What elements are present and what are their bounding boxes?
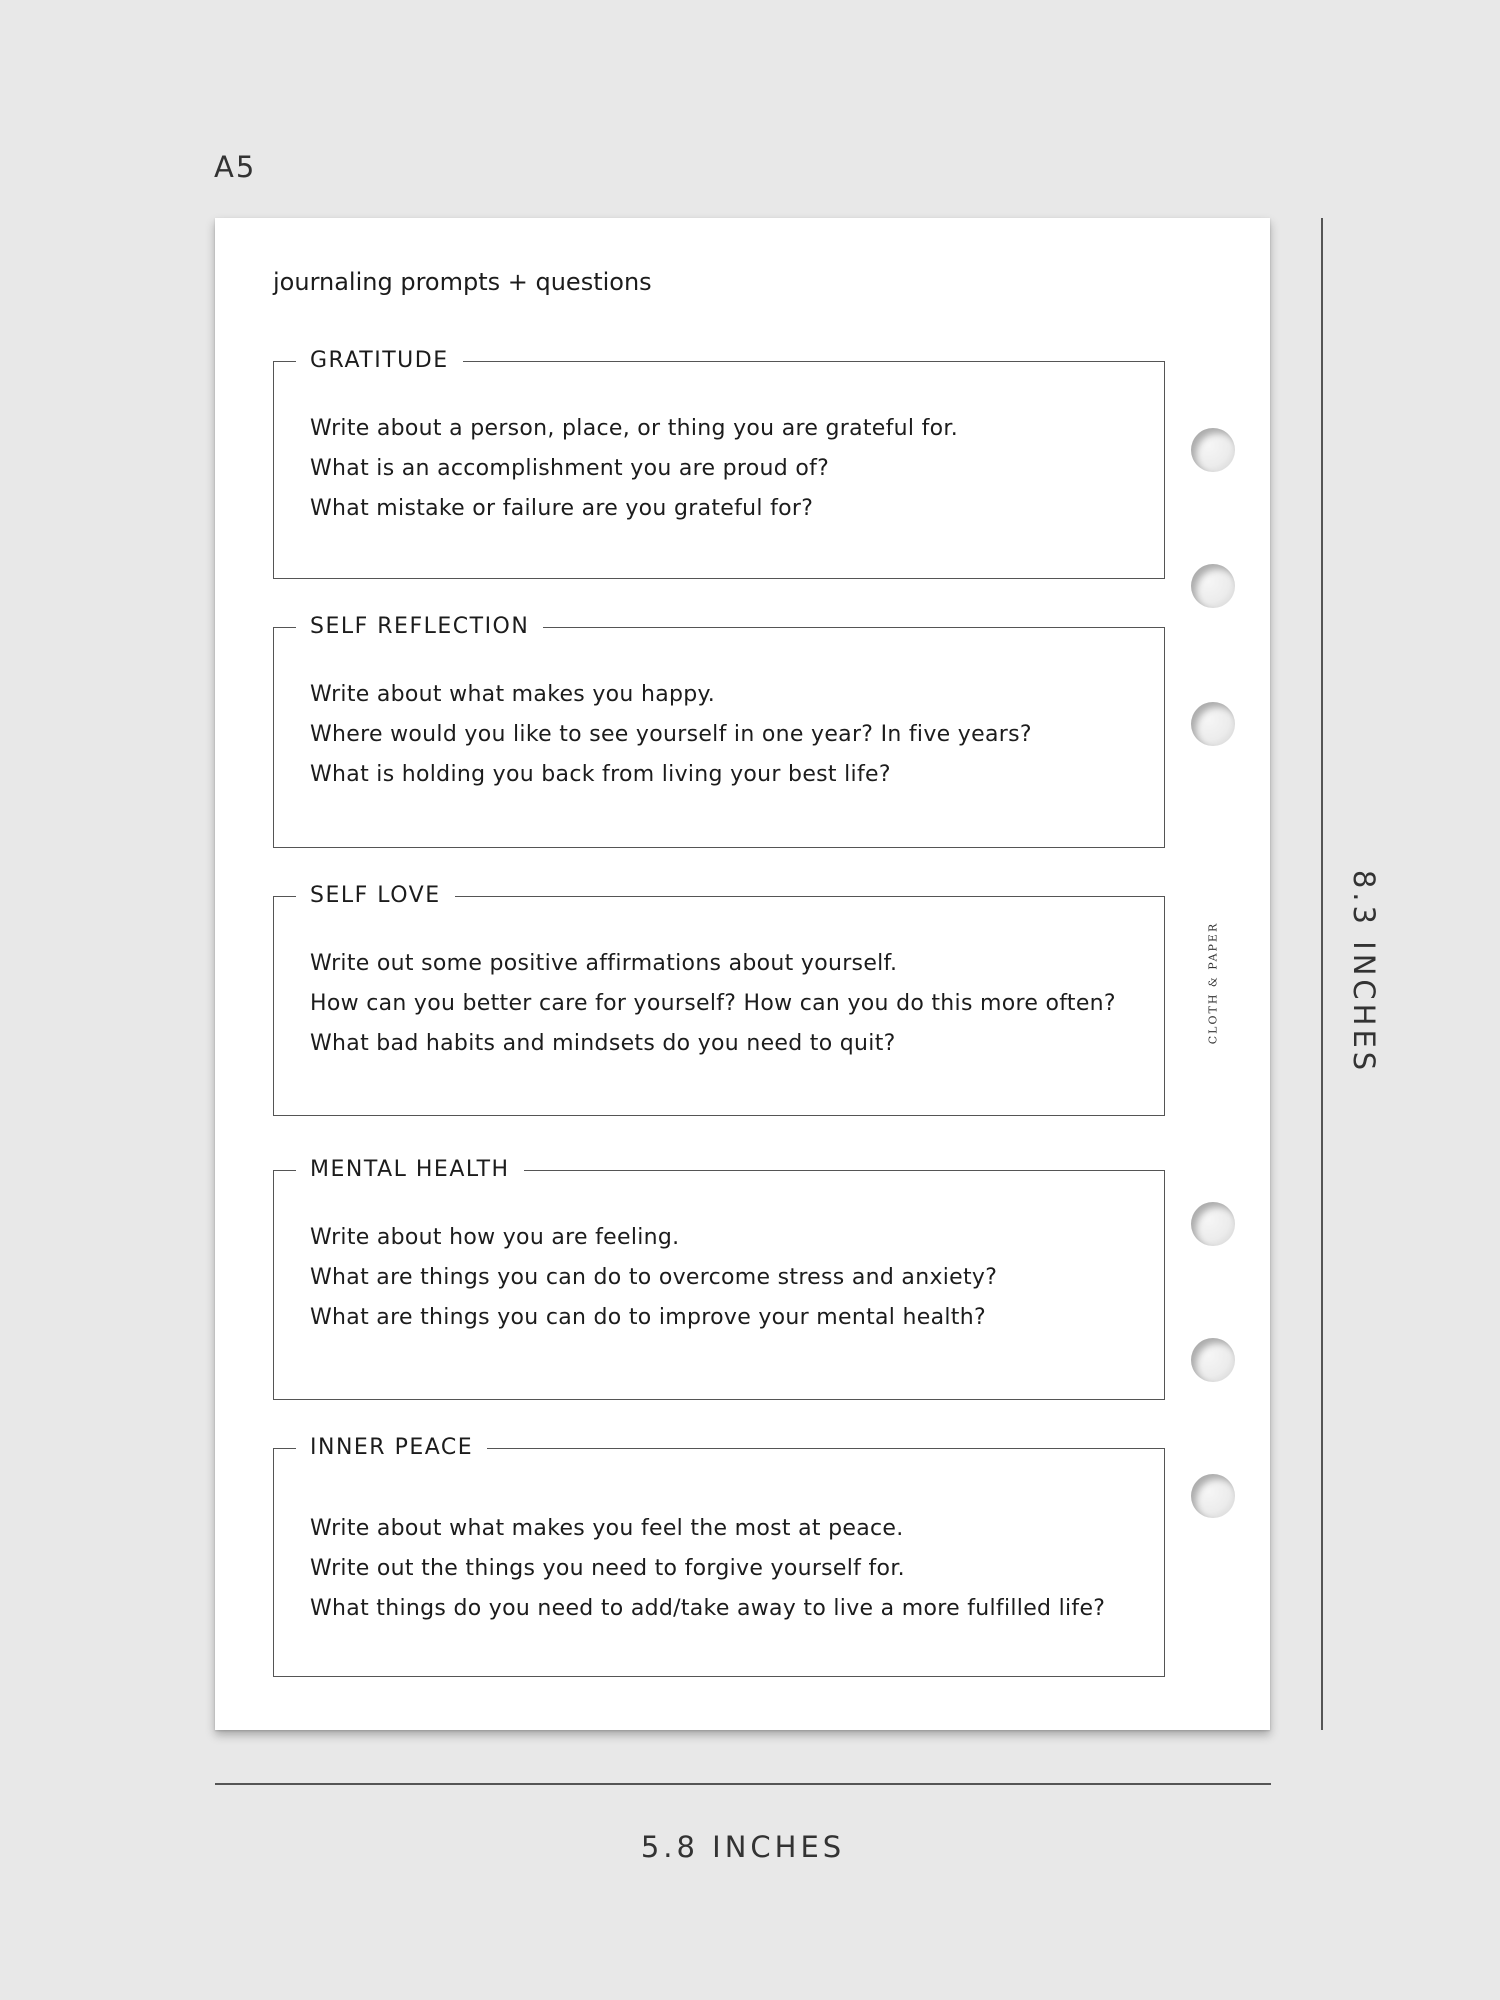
prompt-list bbox=[310, 1509, 1105, 1629]
brand-mark: CLOTH & PAPER bbox=[1206, 921, 1220, 1045]
binder-hole bbox=[1191, 1338, 1235, 1382]
paper-size-label: A5 bbox=[214, 150, 257, 184]
binder-hole bbox=[1191, 564, 1235, 608]
prompt: What is holding you back from living your best life? bbox=[310, 762, 891, 787]
section-title: SELF REFLECTION bbox=[296, 613, 543, 641]
prompt: What bad habits and mindsets do you need to quit? bbox=[310, 1031, 896, 1056]
section-self-reflection bbox=[273, 614, 1165, 848]
section-gratitude bbox=[273, 348, 1165, 579]
prompt: What are things you can do to overcome stress and anxiety? bbox=[310, 1265, 998, 1290]
prompt: Where would you like to see yourself in one year? In five years? bbox=[310, 722, 1032, 747]
prompt: Write about what makes you feel the most at peace. bbox=[310, 1516, 904, 1541]
section-inner-peace bbox=[273, 1435, 1165, 1677]
prompt: Write about a person, place, or thing you are grateful for. bbox=[310, 416, 959, 441]
binder-hole bbox=[1191, 428, 1235, 472]
prompt: Write about how you are feeling. bbox=[310, 1225, 680, 1250]
binder-hole bbox=[1191, 1474, 1235, 1518]
prompt: What are things you can do to improve your mental health? bbox=[310, 1305, 986, 1330]
prompt-list bbox=[310, 675, 1032, 795]
prompt: Write out the things you need to forgive yourself for. bbox=[310, 1556, 905, 1581]
section-title: SELF LOVE bbox=[296, 882, 455, 910]
prompt: Write about what makes you happy. bbox=[310, 682, 715, 707]
section-title: GRATITUDE bbox=[296, 347, 463, 375]
prompt: Write out some positive affirmations about yourself. bbox=[310, 951, 898, 976]
width-dimension-label: 5.8 INCHES bbox=[640, 1830, 846, 1864]
prompt: How can you better care for yourself? How can you do this more often? bbox=[310, 991, 1116, 1016]
prompt-list bbox=[310, 409, 958, 529]
section-title: INNER PEACE bbox=[296, 1434, 487, 1462]
width-dimension-line bbox=[215, 1783, 1271, 1785]
sheet-title: journaling prompts + questions bbox=[273, 268, 652, 296]
prompt-list bbox=[310, 1218, 997, 1338]
height-dimension-label: 8.3 INCHES bbox=[1347, 869, 1381, 1075]
prompt-list bbox=[310, 944, 1116, 1064]
binder-hole bbox=[1191, 1202, 1235, 1246]
section-title: MENTAL HEALTH bbox=[296, 1156, 524, 1184]
height-dimension-line bbox=[1321, 218, 1323, 1730]
section-mental-health bbox=[273, 1157, 1165, 1400]
prompt: What things do you need to add/take away to live a more fulfilled life? bbox=[310, 1596, 1106, 1621]
prompt: What mistake or failure are you grateful for? bbox=[310, 496, 814, 521]
section-self-love bbox=[273, 883, 1165, 1116]
binder-hole bbox=[1191, 702, 1235, 746]
prompt: What is an accomplishment you are proud of? bbox=[310, 456, 830, 481]
planner-sheet bbox=[215, 218, 1270, 1730]
